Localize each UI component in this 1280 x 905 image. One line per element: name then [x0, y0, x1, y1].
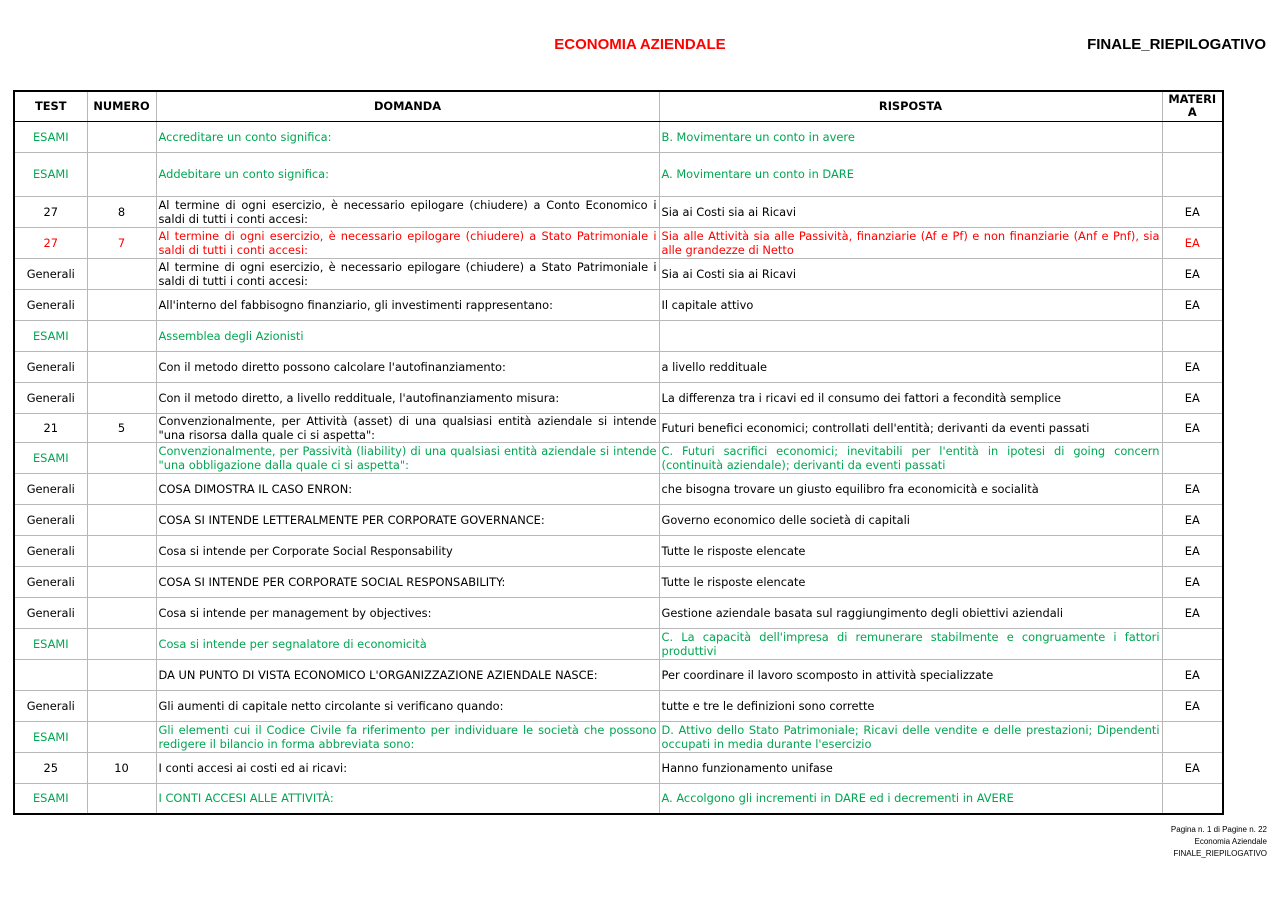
cell-domanda: Convenzionalmente, per Passività (liability) di una qualsiasi entità aziendale si intende "una obbligazione dalla quale ci si aspetta":	[156, 442, 659, 473]
column-header-materia	[1162, 91, 1223, 121]
cell-materia: EA	[1162, 227, 1223, 258]
cell-materia: EA	[1162, 473, 1223, 504]
page-footer	[1171, 824, 1267, 860]
column-header-test: TEST	[14, 91, 87, 121]
table-row	[14, 690, 1223, 721]
cell-domanda: All'interno del fabbisogno finanziario, gli investimenti rappresentano:	[156, 289, 659, 320]
cell-domanda: Gli aumenti di capitale netto circolante si verificano quando:	[156, 690, 659, 721]
document-title: ECONOMIA AZIENDALE	[554, 36, 726, 53]
cell-risposta: che bisogna trovare un giusto equilibro fra economicità e socialità	[659, 473, 1162, 504]
cell-test: Generali	[14, 566, 87, 597]
cell-domanda: Addebitare un conto significa:	[156, 152, 659, 196]
table-row	[14, 258, 1223, 289]
cell-numero	[87, 258, 156, 289]
cell-numero	[87, 566, 156, 597]
cell-numero	[87, 690, 156, 721]
cell-test: ESAMI	[14, 783, 87, 814]
cell-materia	[1162, 783, 1223, 814]
cell-numero	[87, 628, 156, 659]
cell-risposta: C. Futuri sacrifici economici; inevitabili per l'entità in ipotesi di going concern (continuità aziendale); derivanti da eventi passati	[659, 442, 1162, 473]
cell-numero	[87, 597, 156, 628]
table-row	[14, 152, 1223, 196]
cell-numero	[87, 320, 156, 351]
table-row	[14, 597, 1223, 628]
cell-risposta: Futuri benefici economici; controllati dell'entità; derivanti da eventi passati	[659, 413, 1162, 442]
cell-risposta: Governo economico delle società di capitali	[659, 504, 1162, 535]
column-header-risposta: RISPOSTA	[659, 91, 1162, 121]
table-row	[14, 351, 1223, 382]
cell-risposta: B. Movimentare un conto in avere	[659, 121, 1162, 152]
table-row	[14, 535, 1223, 566]
cell-test: Generali	[14, 473, 87, 504]
cell-materia: EA	[1162, 535, 1223, 566]
cell-risposta: Sia ai Costi sia ai Ricavi	[659, 196, 1162, 227]
cell-test: ESAMI	[14, 721, 87, 752]
cell-numero	[87, 659, 156, 690]
cell-test: ESAMI	[14, 628, 87, 659]
cell-numero	[87, 783, 156, 814]
cell-test: Generali	[14, 351, 87, 382]
cell-domanda: I conti accesi ai costi ed ai ricavi:	[156, 752, 659, 783]
table-row	[14, 382, 1223, 413]
table-row	[14, 227, 1223, 258]
cell-test: Generali	[14, 382, 87, 413]
cell-domanda: Cosa si intende per management by objectives:	[156, 597, 659, 628]
cell-materia	[1162, 121, 1223, 152]
table-row	[14, 628, 1223, 659]
cell-numero	[87, 442, 156, 473]
cell-materia	[1162, 320, 1223, 351]
table-row	[14, 413, 1223, 442]
cell-risposta: Sia ai Costi sia ai Ricavi	[659, 258, 1162, 289]
cell-numero: 7	[87, 227, 156, 258]
table-row	[14, 566, 1223, 597]
cell-numero	[87, 473, 156, 504]
questions-table	[13, 90, 1224, 815]
cell-risposta: A. Movimentare un conto in DARE	[659, 152, 1162, 196]
cell-test: Generali	[14, 597, 87, 628]
cell-test: 27	[14, 196, 87, 227]
cell-materia: EA	[1162, 504, 1223, 535]
cell-test: Generali	[14, 504, 87, 535]
cell-risposta: C. La capacità dell'impresa di remunerare stabilmente e congruamente i fattori produttivi	[659, 628, 1162, 659]
cell-materia	[1162, 152, 1223, 196]
cell-test: 21	[14, 413, 87, 442]
table-header-row	[14, 91, 1223, 121]
cell-numero: 10	[87, 752, 156, 783]
table-body	[14, 121, 1223, 814]
cell-risposta	[659, 320, 1162, 351]
table-row	[14, 473, 1223, 504]
cell-materia: EA	[1162, 382, 1223, 413]
cell-numero: 5	[87, 413, 156, 442]
cell-risposta: a livello reddituale	[659, 351, 1162, 382]
cell-materia	[1162, 721, 1223, 752]
footer-subject: Economia Aziendale	[1194, 837, 1267, 846]
table-row	[14, 442, 1223, 473]
cell-materia: EA	[1162, 413, 1223, 442]
cell-domanda: DA UN PUNTO DI VISTA ECONOMICO L'ORGANIZZAZIONE AZIENDALE NASCE:	[156, 659, 659, 690]
cell-test: ESAMI	[14, 121, 87, 152]
cell-materia: EA	[1162, 566, 1223, 597]
table-row	[14, 504, 1223, 535]
cell-materia: EA	[1162, 351, 1223, 382]
footer-sheet-name: FINALE_RIEPILOGATIVO	[1173, 849, 1267, 858]
cell-test: 25	[14, 752, 87, 783]
cell-numero	[87, 535, 156, 566]
cell-risposta: Tutte le risposte elencate	[659, 566, 1162, 597]
cell-materia: EA	[1162, 752, 1223, 783]
cell-numero	[87, 721, 156, 752]
cell-materia	[1162, 628, 1223, 659]
cell-test: ESAMI	[14, 152, 87, 196]
cell-risposta: Il capitale attivo	[659, 289, 1162, 320]
cell-numero	[87, 121, 156, 152]
cell-materia: EA	[1162, 289, 1223, 320]
table-row	[14, 752, 1223, 783]
cell-materia: EA	[1162, 258, 1223, 289]
cell-test: Generali	[14, 690, 87, 721]
table-row	[14, 121, 1223, 152]
cell-test: Generali	[14, 258, 87, 289]
cell-domanda: Al termine di ogni esercizio, è necessario epilogare (chiudere) a Conto Economico i saldi di tutti i conti accesi:	[156, 196, 659, 227]
cell-domanda: COSA SI INTENDE PER CORPORATE SOCIAL RESPONSABILITY:	[156, 566, 659, 597]
cell-domanda: COSA SI INTENDE LETTERALMENTE PER CORPORATE GOVERNANCE:	[156, 504, 659, 535]
cell-domanda: Accreditare un conto significa:	[156, 121, 659, 152]
cell-materia: EA	[1162, 690, 1223, 721]
cell-materia: EA	[1162, 597, 1223, 628]
cell-test: ESAMI	[14, 442, 87, 473]
column-header-materia-label: MATERI A	[1168, 92, 1217, 120]
cell-risposta: tutte e tre le definizioni sono corrette	[659, 690, 1162, 721]
sheet-name: FINALE_RIEPILOGATIVO	[1087, 36, 1266, 53]
cell-test	[14, 659, 87, 690]
column-header-domanda: DOMANDA	[156, 91, 659, 121]
table-row	[14, 196, 1223, 227]
cell-domanda: Convenzionalmente, per Attività (asset) di una qualsiasi entità aziendale si intende "una risorsa dalla quale ci si aspetta":	[156, 413, 659, 442]
cell-risposta: Tutte le risposte elencate	[659, 535, 1162, 566]
table-row	[14, 721, 1223, 752]
cell-domanda: I CONTI ACCESI ALLE ATTIVITÀ:	[156, 783, 659, 814]
table-row	[14, 320, 1223, 351]
cell-numero: 8	[87, 196, 156, 227]
table-row	[14, 783, 1223, 814]
table-row	[14, 289, 1223, 320]
cell-risposta: La differenza tra i ricavi ed il consumo dei fattori a fecondità semplice	[659, 382, 1162, 413]
cell-test: ESAMI	[14, 320, 87, 351]
table-row	[14, 659, 1223, 690]
cell-domanda: Assemblea degli Azionisti	[156, 320, 659, 351]
cell-numero	[87, 504, 156, 535]
cell-domanda: Cosa si intende per segnalatore di economicità	[156, 628, 659, 659]
cell-domanda: Gli elementi cui il Codice Civile fa riferimento per individuare le società che possono redigere il bilancio in forma abbreviata sono:	[156, 721, 659, 752]
cell-domanda: COSA DIMOSTRA IL CASO ENRON:	[156, 473, 659, 504]
cell-test: Generali	[14, 535, 87, 566]
cell-risposta: Hanno funzionamento unifase	[659, 752, 1162, 783]
cell-domanda: Con il metodo diretto possono calcolare l'autofinanziamento:	[156, 351, 659, 382]
cell-risposta: Per coordinare il lavoro scomposto in attività specializzate	[659, 659, 1162, 690]
cell-domanda: Al termine di ogni esercizio, è necessario epilogare (chiudere) a Stato Patrimoniale i saldi di tutti i conti accesi:	[156, 227, 659, 258]
cell-test: 27	[14, 227, 87, 258]
cell-numero	[87, 382, 156, 413]
cell-numero	[87, 289, 156, 320]
cell-materia	[1162, 442, 1223, 473]
cell-materia: EA	[1162, 196, 1223, 227]
cell-materia: EA	[1162, 659, 1223, 690]
cell-numero	[87, 152, 156, 196]
cell-domanda: Con il metodo diretto, a livello reddituale, l'autofinanziamento misura:	[156, 382, 659, 413]
cell-risposta: D. Attivo dello Stato Patrimoniale; Ricavi delle vendite e delle prestazioni; Dipendenti occupati in media durante l'esercizio	[659, 721, 1162, 752]
cell-risposta: Gestione aziendale basata sul raggiungimento degli obiettivi aziendali	[659, 597, 1162, 628]
cell-risposta: Sia alle Attività sia alle Passività, finanziarie (Af e Pf) e non finanziarie (Anf e Pnf), sia alle grandezze di Netto	[659, 227, 1162, 258]
cell-domanda: Cosa si intende per Corporate Social Responsability	[156, 535, 659, 566]
footer-page-number: Pagina n. 1 di Pagine n. 22	[1170, 825, 1267, 834]
cell-risposta: A. Accolgono gli incrementi in DARE ed i decrementi in AVERE	[659, 783, 1162, 814]
cell-numero	[87, 351, 156, 382]
cell-test: Generali	[14, 289, 87, 320]
cell-domanda: Al termine di ogni esercizio, è necessario epilogare (chiudere) a Stato Patrimoniale i saldi di tutti i conti accesi:	[156, 258, 659, 289]
column-header-numero: NUMERO	[87, 91, 156, 121]
